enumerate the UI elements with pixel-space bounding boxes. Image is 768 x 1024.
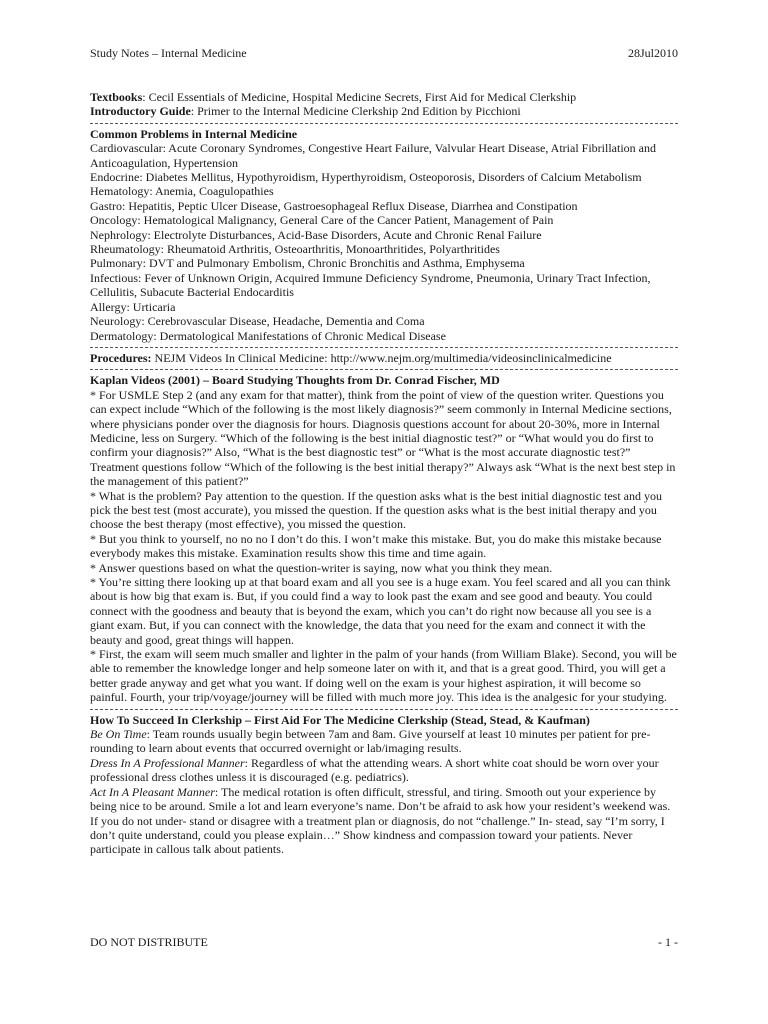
header-title: Study Notes – Internal Medicine [90, 46, 247, 60]
list-item: Rheumatology: Rheumatoid Arthritis, Osteoarthritis, Monoarthritides, Polyarthritides [90, 242, 500, 257]
paragraph [90, 727, 678, 756]
paragraph [90, 756, 678, 785]
paragraph: * You’re sitting there looking up at that board exam and all you see is a huge exam. You feel scared and all you can think about is how big that exam is. But, if you could find a way to look past the exam and see good and beauty. You could connect with the goodness and beauty that is beyond the exam, which you can’t do right now because all you see is a giant exam. But, if you can connect with the knowledge, the data that you need for the exam and connect it with the beauty and good, great things will happen. [90, 575, 671, 647]
list-item: Nephrology: Electrolyte Disturbances, Acid-Base Disorders, Acute and Chronic Renal Failure [90, 227, 542, 242]
list-item: Hematology: Anemia, Coagulopathies [90, 184, 274, 199]
divider [90, 123, 678, 124]
common-problems-title: Common Problems in Internal Medicine [90, 126, 298, 141]
procedures-label: Procedures: [90, 350, 152, 365]
list-item: Pulmonary: DVT and Pulmonary Embolism, Chronic Bronchitis and Asthma, Emphysema [90, 256, 525, 271]
procedures-line [90, 351, 678, 365]
tip-text: : Regardless of what the attending wears. A short white coat should be worn over your professional dress clothes unless it is discouraged (e.g. pediatrics). [90, 755, 659, 785]
tip-text: : Team rounds usually begin between 7am and 8am. Give yourself at least 10 minutes per patient for pre-rounding to learn about events that occurred overnight or lab/imaging results. [90, 727, 651, 756]
procedures-value: NEJM Videos In Clinical Medicine: http://www.nejm.org/multimedia/videosinclinicalmedicine [151, 350, 612, 365]
list-item: Gastro: Hepatitis, Peptic Ulcer Disease, Gastroesophageal Reflux Disease, Diarrhea and Constipation [90, 198, 578, 213]
paragraph [90, 785, 678, 857]
list-item: Allergy: Urticaria [90, 299, 176, 314]
list-item: Cardiovascular: Acute Coronary Syndromes, Congestive Heart Failure, Valvular Heart Disease, Atrial Fibrillation and Anticoagulation, Hypertension [90, 141, 656, 170]
guide-line [90, 104, 678, 118]
kaplan-title: Kaplan Videos (2001) – Board Studying Thoughts from Dr. Conrad Fischer, MD [90, 373, 500, 388]
paragraph: * What is the problem? Pay attention to the question. If the question asks what is the best initial diagnostic test and you pick the best test (most accurate), you missed the question. If the question asks what is the best initial therapy and you choose the best therapy (most effective), you missed the question. [90, 488, 663, 532]
guide-label: Introductory Guide [90, 104, 191, 119]
paragraph: * For USMLE Step 2 (and any exam for that matter), think from the point of view of the question writer. Questions you can expect include “Which of the following is the most likely diagnosis?” seem commonly in Internal Medicine sections, where physicians ponder over the diagnosis for hours. Diagnosis questions account for about 20-30%, more in Internal Medicine, less on Surgery. “Which of the following is the best initial diagnostic test?” or “What would you do first to confirm your diagnosis?” Also, “What is the best diagnostic test” or “What is the most accurate diagnostic test?” Treatment questions follow “Which of the following is the best initial therapy?” Always ask “What is the next best step in the management of this patient?” [90, 387, 676, 489]
textbooks-line [90, 90, 678, 104]
divider [90, 369, 678, 370]
list-item: Oncology: Hematological Malignancy, General Care of the Cancer Patient, Management of Pain [90, 213, 554, 228]
page-number: - 1 - [658, 935, 678, 949]
clerkship-title: How To Succeed In Clerkship – First Aid For The Medicine Clerkship (Stead, Stead, & Kaufman) [90, 712, 590, 727]
paragraph: * Answer questions based on what the question-writer is saying, now what you think they mean. [90, 560, 553, 575]
tip-label: Act In A Pleasant Manner [90, 784, 215, 799]
document-page [90, 0, 678, 1024]
footer-notice: DO NOT DISTRIBUTE [90, 935, 208, 949]
page-header [90, 46, 678, 62]
guide-value: : Primer to the Internal Medicine Clerkship 2nd Edition by Picchioni [190, 104, 521, 119]
list-item: Endocrine: Diabetes Mellitus, Hypothyroidism, Hyperthyroidism, Osteoporosis, Disorders of Calcium Metabolism [90, 170, 642, 185]
tip-text: : The medical rotation is often difficult, stressful, and tiring. Smooth out your experience by being nice to be around. Smile a lot and learn everyone’s name. Don’t be afraid to ask how your resident’s weekend was. If you do not under- stand or disagree with a treatment plan or diagnosis, do not “challenge.” In- stead, say “I’m sorry, I don’t quite understand, could you please explain…” Show kindness and compassion toward your patients. Never participate in callous talk about patients. [90, 784, 671, 857]
page-content [90, 90, 678, 857]
list-item: Neurology: Cerebrovascular Disease, Headache, Dementia and Coma [90, 314, 425, 329]
list-item: Dermatology: Dermatological Manifestations of Chronic Medical Disease [90, 328, 446, 343]
page-footer [90, 935, 678, 951]
paragraph: * First, the exam will seem much smaller and lighter in the palm of your hands (from William Blake). Second, you will be able to remember the knowledge longer and help someone later on with it, and that is a great good. Third, you will get a better grade anyway and get what you want. If doing well on the exam is your highest aspiration, it will become so painful. Fourth, your trip/voyage/journey will be filled with much more joy. This idea is the analgesic for your studying. [90, 647, 677, 705]
tip-label: Be On Time [90, 727, 147, 742]
header-date: 28Jul2010 [627, 46, 678, 60]
paragraph: * But you think to yourself, no no no I don’t do this. I won’t make this mistake. But, you do make this mistake because everybody makes this mistake. Examination results show this time and time again. [90, 531, 662, 561]
divider [90, 347, 678, 348]
tip-label: Dress In A Professional Manner [90, 755, 245, 770]
list-item: Infectious: Fever of Unknown Origin, Acquired Immune Deficiency Syndrome, Pneumonia, Urinary Tract Infection, Cellulitis, Subacute Bacterial Endocarditis [90, 270, 651, 300]
textbooks-value: : Cecil Essentials of Medicine, Hospital Medicine Secrets, First Aid for Medical Clerkship [142, 90, 577, 104]
textbooks-label: Textbooks [90, 90, 143, 104]
divider [90, 709, 678, 710]
